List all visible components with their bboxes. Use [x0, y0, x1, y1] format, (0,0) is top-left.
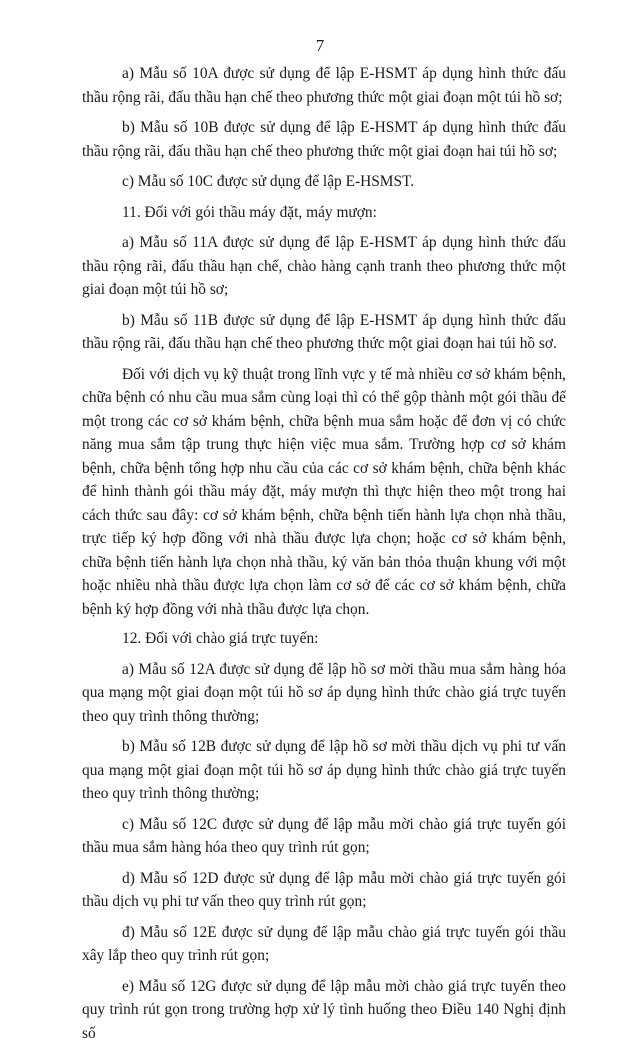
paragraph: c) Mẫu số 10C được sử dụng để lập E-HSMST. — [122, 173, 415, 190]
paragraph: a) Mẫu số 11A được sử dụng để lập E-HSMT áp dụng hình thức đấu thầu rộng rãi, đấu thầu hạn chế, chào hàng cạnh tranh theo phương thức một giai đoạn một túi hồ sơ; — [82, 234, 566, 298]
paragraph: e) Mẫu số 12G được sử dụng để lập mẫu mời chào giá trực tuyến theo quy trình rút gọn trong trường hợp xử lý tình huống theo Điều 140 Nghị định số — [82, 977, 566, 1042]
paragraph: c) Mẫu số 12C được sử dụng để lập mẫu mời chào giá trực tuyến gói thầu mua sắm hàng hóa theo quy trình rút gọn; — [82, 815, 566, 856]
paragraph: Đối với dịch vụ kỹ thuật trong lĩnh vực y tế mà nhiều cơ sở khám bệnh, chữa bệnh có nhu cầu mua sắm cùng loại thì có thể gộp thành một gói thầu để một trong các cơ sở khám bệnh, chữa bệnh mua sắm hoặc để đơn vị có chức năng mua sắm tập trung thực hiện việc mua sắm. Trường hợp cơ sở khám bệnh, chữa bệnh tổng hợp nhu cầu của các cơ sở khám bệnh, chữa bệnh khác để hình thành gói thầu máy đặt, máy mượn thì thực hiện theo một trong hai cách thức sau đây: cơ sở khám bệnh, chữa bệnh tiến hành lựa chọn nhà thầu, trực tiếp ký hợp đồng với nhà thầu được lựa chọn; hoặc cơ sở khám bệnh, chữa bệnh tiến hành lựa chọn nhà thầu, ký văn bản thỏa thuận khung với một hoặc nhiều nhà thầu được lựa chọn làm cơ sở để các cơ sở khám bệnh, chữa bệnh ký hợp đồng với nhà thầu được lựa chọn. — [82, 365, 566, 618]
paragraph: a) Mẫu số 10A được sử dụng để lập E-HSMT áp dụng hình thức đấu thầu rộng rãi, đấu thầu hạn chế theo phương thức một giai đoạn một túi hồ sơ; — [82, 65, 566, 106]
paragraph: đ) Mẫu số 12E được sử dụng để lập mẫu chào giá trực tuyến gói thầu xây lắp theo quy trình rút gọn; — [82, 923, 566, 964]
paragraph: b) Mẫu số 11B được sử dụng để lập E-HSMT áp dụng hình thức đấu thầu rộng rãi, đấu thầu hạn chế theo phương thức một giai đoạn hai túi hồ sơ. — [82, 311, 566, 352]
paragraph: b) Mẫu số 12B được sử dụng để lập hồ sơ mời thầu dịch vụ phi tư vấn qua mạng một giai đoạn một túi hồ sơ áp dụng hình thức chào giá trực tuyến theo quy trình thông thường; — [82, 738, 566, 802]
paragraph: d) Mẫu số 12D được sử dụng để lập mẫu mời chào giá trực tuyến gói thầu dịch vụ phi tư vấn theo quy trình rút gọn; — [82, 869, 566, 910]
page-number: 7 — [315, 36, 325, 55]
paragraph: b) Mẫu số 10B được sử dụng để lập E-HSMT áp dụng hình thức đấu thầu rộng rãi, đấu thầu hạn chế theo phương thức một giai đoạn hai túi hồ sơ; — [82, 119, 566, 160]
section-heading: 12. Đối với chào giá trực tuyến: — [122, 630, 319, 647]
section-heading: 11. Đối với gói thầu máy đặt, máy mượn: — [122, 203, 377, 221]
paragraph: a) Mẫu số 12A được sử dụng để lập hồ sơ mời thầu mua sắm hàng hóa qua mạng một giai đoạn một túi hồ sơ áp dụng hình thức chào giá trực tuyến theo quy trình thông thường; — [82, 660, 566, 725]
document-body — [82, 62, 566, 1052]
